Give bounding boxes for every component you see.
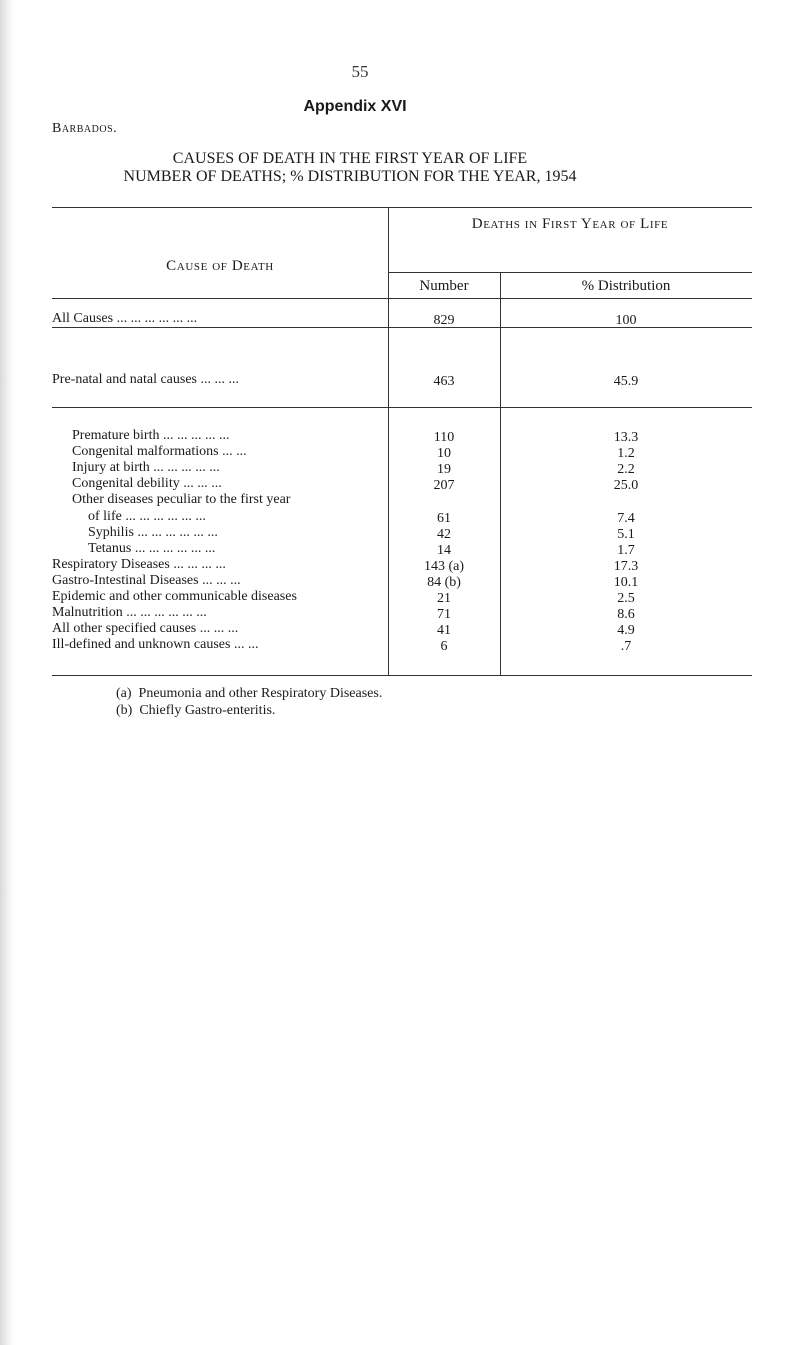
table-row-number: 110	[433, 430, 455, 445]
table-row-pct: 1.2	[617, 446, 635, 461]
table-title-line-1: CAUSES OF DEATH IN THE FIRST YEAR OF LIFE	[172, 150, 528, 167]
group-header-rule	[388, 272, 752, 273]
table-row-label: Premature birth ... ... ... ... ...	[72, 428, 230, 443]
header-number: Number	[419, 278, 469, 294]
summary-row-label: All Causes ... ... ... ... ... ...	[52, 311, 198, 326]
table-row-number: 207	[433, 478, 455, 493]
table-row-pct: 17.3	[613, 559, 639, 574]
table-row-label: All other specified causes ... ... ...	[52, 621, 239, 636]
table-row-number: 10	[437, 446, 451, 461]
appendix-heading: Appendix XVI	[303, 98, 407, 115]
table-bottom-rule	[52, 675, 752, 676]
table-row-number: 71	[437, 607, 451, 622]
country-name: Barbados.	[52, 121, 118, 136]
page-edge-shadow	[0, 0, 14, 1345]
table-row-pct: .7	[620, 639, 632, 654]
table-row-label: Tetanus ... ... ... ... ... ...	[88, 541, 216, 556]
summary-row-label: Pre-natal and natal causes ... ... ...	[52, 372, 239, 387]
page-number: 55	[351, 62, 369, 81]
table-row-label: Malnutrition ... ... ... ... ... ...	[52, 605, 207, 620]
prenatal-rule	[52, 407, 752, 408]
footnote: (a) Pneumonia and other Respiratory Diseases.	[116, 686, 383, 701]
table-row-number: 19	[437, 462, 451, 477]
table-row-pct: 2.5	[617, 591, 635, 606]
table-row-number: 41	[437, 623, 451, 638]
header-deaths-first-year: Deaths in First Year of Life	[471, 216, 669, 232]
summary-row-pct: 100	[615, 313, 637, 328]
table-title-line-2: NUMBER OF DEATHS; % DISTRIBUTION FOR THE YEAR, 1954	[123, 168, 577, 185]
table-row-number: 6	[440, 639, 448, 654]
summary-row-number: 829	[433, 313, 455, 328]
table-row-number: 61	[437, 511, 451, 526]
table-row-number: 21	[437, 591, 451, 606]
header-bottom-rule	[52, 298, 752, 299]
table-row-pct: 7.4	[617, 511, 635, 526]
table-row-label: Epidemic and other communicable diseases	[52, 589, 297, 604]
table-row-label: Gastro-Intestinal Diseases ... ... ...	[52, 573, 241, 588]
table-row-label: Ill-defined and unknown causes ... ...	[52, 637, 259, 652]
table-row-number: 14	[437, 543, 451, 558]
table-row-number: 42	[437, 527, 451, 542]
table-row-pct: 10.1	[613, 575, 639, 590]
table-row-number: 84 (b)	[427, 575, 461, 590]
table-row-pct: 13.3	[613, 430, 639, 445]
table-row-label: Congenital debility ... ... ...	[72, 476, 222, 491]
summary-row-number: 463	[433, 374, 455, 389]
table-row-pct: 1.7	[617, 543, 635, 558]
table-row-label: Other diseases peculiar to the first year	[72, 492, 291, 507]
table-row-label: Congenital malformations ... ...	[72, 444, 247, 459]
summary-row-pct: 45.9	[613, 374, 639, 389]
table-row-label: Respiratory Diseases ... ... ... ...	[52, 557, 226, 572]
table-row-number: 143 (a)	[423, 559, 465, 574]
footnote: (b) Chiefly Gastro-enteritis.	[116, 703, 276, 718]
table-row-label: Injury at birth ... ... ... ... ...	[72, 460, 220, 475]
header-cause-of-death: Cause of Death	[166, 258, 274, 274]
header-pct-distribution: % Distribution	[581, 278, 671, 294]
table-row-label: of life ... ... ... ... ... ...	[88, 509, 206, 524]
table-row-pct: 25.0	[613, 478, 639, 493]
table-row-pct: 2.2	[617, 462, 635, 477]
table-row-pct: 5.1	[617, 527, 635, 542]
table-row-pct: 8.6	[617, 607, 635, 622]
table-top-rule	[52, 207, 752, 208]
table-row-label: Syphilis ... ... ... ... ... ...	[88, 525, 218, 540]
table-row-pct: 4.9	[617, 623, 635, 638]
